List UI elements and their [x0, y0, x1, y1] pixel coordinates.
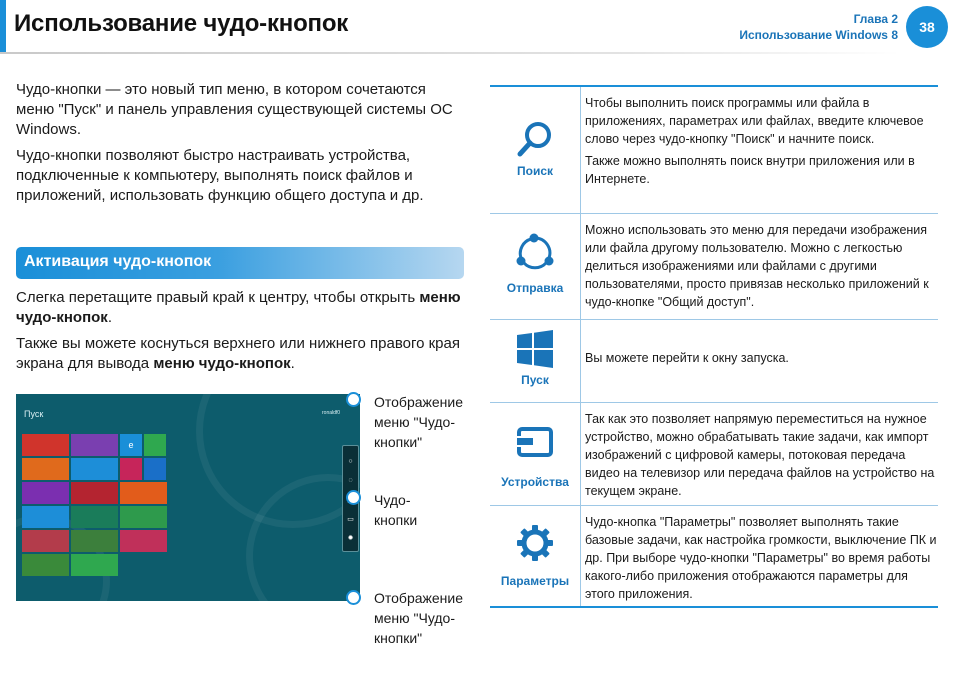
search-icon — [515, 119, 555, 159]
section-p2-text: Также вы можете коснуться верхнего или нижнего правого края экрана для вывода — [16, 335, 460, 372]
callout-bottom-marker — [346, 590, 361, 605]
charm-label: Пуск — [521, 373, 549, 387]
description-cell — [585, 320, 938, 372]
section-heading-bar — [16, 247, 464, 279]
tile-photos — [71, 458, 118, 480]
intro-paragraph-1: Чудо-кнопки — это новый тип меню, в котором сочетаются меню "Пуск" и панель управления существующей системы ОС Windows. — [16, 81, 453, 138]
section-p2-end: . — [290, 355, 295, 372]
tile-finance — [120, 506, 167, 528]
charm-label: Отправка — [506, 281, 564, 295]
description-cell — [585, 214, 938, 316]
tile-picture — [22, 554, 69, 576]
tile-desktop — [71, 506, 118, 528]
icon-cell — [490, 87, 581, 213]
section-paragraph-2 — [16, 334, 466, 374]
section-heading: Активация чудо-кнопок — [24, 253, 212, 270]
tile-games — [120, 458, 142, 480]
devices-icon — [515, 425, 555, 459]
description-text: Можно использовать это меню для передачи изображения или файла другому пользователю. Можно с легкостью делиться изображениями или файлами с другими пользователями, просто привязав несколько приложений к чудо-кнопке "Общий доступ". — [585, 223, 929, 309]
share-icon — [514, 232, 556, 274]
section-p2-bold: меню чудо-кнопок — [153, 355, 291, 372]
description-text: Вы можете перейти к окну запуска. — [585, 351, 789, 365]
tile-weather — [22, 506, 69, 528]
callout-top-text: Отображение меню "Чудо-кнопки" — [374, 394, 464, 450]
charm-search-icon[interactable]: ○ — [348, 458, 353, 465]
page-title: Использование чудо-кнопок — [14, 10, 349, 37]
table-row — [490, 320, 938, 403]
table-row — [490, 87, 938, 214]
page-number-badge: 38 — [906, 6, 948, 48]
charm-settings-icon[interactable]: ✹ — [347, 535, 354, 542]
charm-label: Параметры — [500, 574, 570, 588]
tile-xbox — [71, 554, 118, 576]
tile-music — [120, 482, 167, 504]
callout-top-marker — [346, 392, 361, 407]
description-cell — [585, 506, 938, 608]
tile-video — [71, 482, 118, 504]
start-screen-screenshot — [16, 394, 360, 601]
table-row — [490, 403, 938, 506]
icon-cell — [490, 403, 581, 505]
tile-mail — [22, 434, 69, 456]
description-text: Чтобы выполнить поиск программы или файла в приложениях, параметрах или файлах, введите ключевое слово через чудо-кнопку "Поиск" и начните поиск. — [585, 96, 924, 146]
description-text: Также можно выполнять поиск внутри приложения или в Интернете. — [585, 154, 915, 186]
callout-middle-marker — [346, 490, 361, 505]
charm-devices-icon[interactable]: ▭ — [347, 516, 354, 523]
charms-table — [490, 85, 938, 608]
section-p1-end: . — [107, 309, 112, 326]
tile-camera — [120, 530, 167, 552]
tile-skydrive — [144, 458, 166, 480]
table-row — [490, 506, 938, 608]
icon-cell — [490, 214, 581, 319]
description-text: Чудо-кнопка "Параметры" позволяет выполнять такие базовые задачи, как настройка громкости, выключение ПК и др. При выборе чудо-кнопки "Параметры" во время работы какого-либо приложения отображаются параметры для этого приложения. — [585, 515, 937, 601]
tile-calendar — [71, 434, 118, 456]
section-p1-text: Слегка перетащите правый край к центру, чтобы открыть — [16, 289, 420, 306]
callout-bottom-text: Отображение меню "Чудо-кнопки" — [374, 590, 464, 646]
settings-gear-icon — [516, 524, 554, 562]
title-divider — [0, 52, 900, 54]
callout-middle-text: Чудо-кнопки — [374, 492, 418, 528]
description-cell — [585, 403, 938, 505]
tile-news — [22, 530, 69, 552]
tile-store — [144, 434, 166, 456]
description-text: Так как это позволяет напрямую переместиться на нужное устройство, можно обрабатывать такие задачи, как импорт изображений с цифровой камеры, потоковая передача видео на телевизор или передача файлов на устройство на текущем экране. — [585, 412, 935, 498]
screen-user-label: ronaldf0 — [322, 410, 341, 416]
icon-cell — [490, 320, 581, 402]
icon-cell — [490, 506, 581, 606]
tile-maps — [71, 530, 118, 552]
intro-paragraph-2: Чудо-кнопки позволяют быстро настраивать устройства, подключенные к компьютеру, выполнять поиск файлов и приложений, использовать функцию общего доступа и др. — [16, 147, 424, 204]
tile-messaging — [22, 482, 69, 504]
tile-people — [22, 458, 69, 480]
description-cell — [585, 87, 938, 193]
charm-share-icon[interactable]: ◌ — [348, 477, 353, 484]
tile-ie-icon: e — [120, 434, 142, 456]
section-paragraph-1 — [16, 288, 466, 328]
chapter-info — [739, 11, 898, 43]
header-accent-bar — [0, 0, 6, 52]
table-row — [490, 214, 938, 320]
charm-label: Поиск — [516, 164, 553, 178]
chapter-label: Глава 2 — [853, 12, 898, 26]
charm-label: Устройства — [501, 475, 569, 489]
section-p1-bold: меню чудо-кнопок — [16, 289, 461, 326]
screen-start-label: Пуск — [24, 409, 44, 419]
chapter-title: Использование Windows 8 — [739, 28, 898, 42]
windows-logo-icon — [516, 330, 554, 368]
